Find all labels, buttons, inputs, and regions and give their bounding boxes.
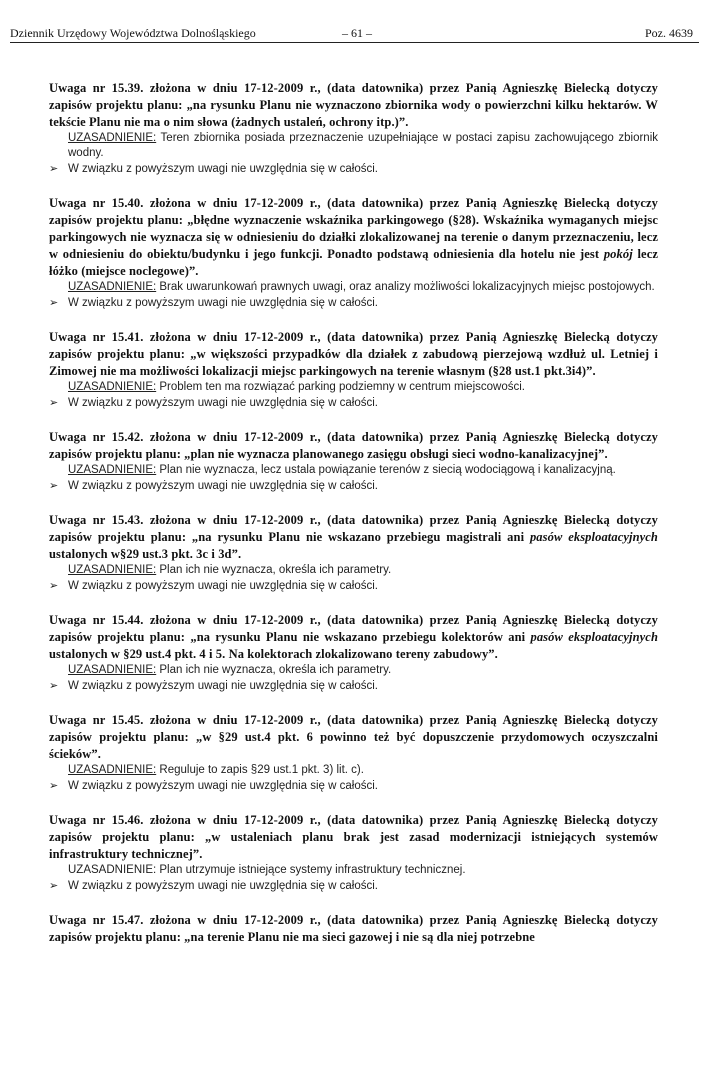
remark-heading-italic: pokój (603, 247, 633, 261)
arrow-bullet-icon: ➢ (49, 680, 59, 692)
arrow-bullet-icon: ➢ (49, 780, 59, 792)
conclusion (49, 579, 658, 594)
remark-heading: Uwaga nr 15.39. złożona w dniu 17-12-2009 r., (data datownika) przez Panią Agnieszkę Bielecką dotyczy zapisów projektu planu: „na rysunku Planu nie wyznaczono zbiornika wody o powierzchni kilku hektarów. W tekście Planu nie ma o nim słowa (żadnych ustaleń, ochrony itp.)”. (49, 81, 658, 129)
remark-heading-italic: pasów eksploatacyjnych (529, 530, 658, 544)
remark-entry (49, 612, 658, 694)
arrow-bullet-icon: ➢ (49, 880, 59, 892)
remark-heading: Uwaga nr 15.46. złożona w dniu 17-12-2009 r., (data datownika) przez Panią Agnieszkę Bielecką dotyczy zapisów projektu planu: „w ustaleniach planu brak jest zasad modernizacji istniejących systemów infrastruktury technicznej”. (49, 813, 658, 861)
remark-heading-part: ustalonych w§29 ust.3 pkt. 3c i 3d”. (49, 547, 242, 561)
conclusion-text: W związku z powyższym uwagi nie uwzględnia się w całości. (68, 680, 378, 692)
remark-heading-part: Uwaga nr 15.40. złożona w dniu 17-12-2009 r., (data datownika) przez Panią Agnieszkę Bielecką dotyczy zapisów projektu planu: „błędne wyznaczenie wskaźnika parkingowego (§28). Wskaźnika wymaganych miejsc parkingowych nie wyznacza się w odniesieniu do działki zlokalizowanej na terenie o danym przeznaczeniu, lecz w odniesieniu do obiektu/budynku i jego funkcji. Ponadto podstawą odniesienia dla hotelu nie jest (49, 196, 658, 261)
justification-label: UZASADNIENIE: (68, 564, 157, 576)
remark-entry (49, 712, 658, 794)
justification (68, 131, 658, 161)
remark-heading: Uwaga nr 15.42. złożona w dniu 17-12-2009 r., (data datownika) przez Panią Agnieszkę Bielecką dotyczy zapisów projektu planu: „plan nie wyznacza planowanego zasięgu obsługi sieci wodno-kanalizacyjnej”. (49, 430, 658, 461)
remark-heading-italic: pasów eksploatacyjnych (530, 630, 658, 644)
justification-label: UZASADNIENIE: (68, 132, 157, 144)
arrow-bullet-icon: ➢ (49, 163, 59, 175)
remark-heading-part: Uwaga nr 15.43. złożona w dniu 17-12-2009 r., (data datownika) przez Panią Agnieszkę Bielecką dotyczy zapisów projektu planu: „na rysunku Planu nie wskazano przebiegu magistrali ani (49, 513, 658, 544)
justification-label: UZASADNIENIE: (68, 464, 157, 476)
arrow-bullet-icon: ➢ (49, 297, 59, 309)
justification (68, 380, 658, 395)
arrow-bullet-icon: ➢ (49, 397, 59, 409)
justification-label: UZASADNIENIE: (68, 864, 157, 876)
conclusion-text: W związku z powyższym uwagi nie uwzględnia się w całości. (68, 480, 378, 492)
conclusion (49, 396, 658, 411)
remark-heading (49, 195, 658, 280)
remark-heading: Uwaga nr 15.45. złożona w dniu 17-12-2009 r., (data datownika) przez Panią Agnieszkę Bielecką dotyczy zapisów projektu planu: „w §29 ust.4 pkt. 6 powinno też być dopuszczenie przydomowych oczyszczalni ścieków”. (49, 713, 658, 761)
conclusion-text: W związku z powyższym uwagi nie uwzględnia się w całości. (68, 397, 378, 409)
justification-label: UZASADNIENIE: (68, 764, 157, 776)
conclusion-text: W związku z powyższym uwagi nie uwzględnia się w całości. (68, 297, 378, 309)
arrow-bullet-icon: ➢ (49, 480, 59, 492)
justification-label: UZASADNIENIE: (68, 281, 157, 293)
remark-heading: Uwaga nr 15.47. złożona w dniu 17-12-2009 r., (data datownika) przez Panią Agnieszkę Bielecką dotyczy zapisów projektu planu: „na terenie Planu nie ma sieci gazowej i nie są dla niej potrzebne (49, 913, 658, 944)
page-number: – 61 – (342, 26, 372, 40)
journal-title: Dziennik Urzędowy Województwa Dolnośląskiego (10, 26, 256, 40)
remark-heading: Uwaga nr 15.41. złożona w dniu 17-12-2009 r., (data datownika) przez Panią Agnieszkę Bielecką dotyczy zapisów projektu planu: „w większości przypadków dla działek z zabudową pierzejową wzdłuż ul. Letniej i Zimowej nie ma możliwości lokalizacji miejsc parkingowych na terenie własnym (§28 ust.1 pkt.3i4)”. (49, 330, 658, 378)
justification-text: Plan ich nie wyznacza, określa ich parametry. (159, 564, 392, 576)
justification-text: Brak uwarunkowań prawnych uwagi, oraz analizy możliwości lokalizacyjnych miejsc postojowych. (159, 281, 655, 293)
justification-text: Teren zbiornika posiada przeznaczenie uzupełniające w postaci zapisu zachowującego zbiornik wodny. (68, 132, 658, 159)
header-rule (10, 42, 699, 43)
remark-heading (49, 612, 658, 663)
conclusion (49, 679, 658, 694)
remark-heading-part: Uwaga nr 15.44. złożona w dniu 17-12-2009 r., (data datownika) przez Panią Agnieszkę Bielecką dotyczy zapisów projektu planu: „na rysunku Planu nie wskazano przebiegu kolektorów ani (49, 613, 658, 644)
justification (68, 280, 658, 295)
remark-heading (49, 512, 658, 563)
justification-text: Problem ten ma rozwiązać parking podziemny w centrum miejscowości. (159, 381, 525, 393)
remark-entry (49, 195, 658, 311)
justification-label: UZASADNIENIE: (68, 381, 157, 393)
conclusion (49, 879, 658, 894)
remark-entry (49, 80, 658, 177)
justification-text: Plan ich nie wyznacza, określa ich parametry. (159, 664, 392, 676)
remark-heading-part: lecz łóżko (miejsce noclegowe)”. (49, 247, 658, 278)
conclusion-text: W związku z powyższym uwagi nie uwzględnia się w całości. (68, 163, 378, 175)
conclusion (49, 479, 658, 494)
arrow-bullet-icon: ➢ (49, 580, 59, 592)
conclusion (49, 779, 658, 794)
conclusion (49, 296, 658, 311)
conclusion (49, 162, 658, 177)
justification-label: UZASADNIENIE: (68, 664, 157, 676)
justification (68, 663, 658, 678)
remark-heading-part: ustalonych w §29 ust.4 pkt. 4 i 5. Na kolektorach zlokalizowano tereny zabudowy”. (49, 647, 498, 661)
conclusion-text: W związku z powyższym uwagi nie uwzględnia się w całości. (68, 780, 378, 792)
conclusion-text: W związku z powyższym uwagi nie uwzględnia się w całości. (68, 880, 378, 892)
remark-entry (49, 429, 658, 494)
position-number: Poz. 4639 (645, 26, 693, 40)
remark-entry (49, 329, 658, 411)
page-header (10, 26, 697, 42)
justification-text: Reguluje to zapis §29 ust.1 pkt. 3) lit. c). (159, 764, 364, 776)
justification (68, 463, 658, 478)
justification-text: Plan nie wyznacza, lecz ustala powiązanie terenów z siecią wodociągową i kanalizacyjną. (159, 464, 616, 476)
justification (68, 863, 658, 878)
document-body (49, 80, 658, 964)
justification-text: Plan utrzymuje istniejące systemy infrastruktury technicznej. (159, 864, 466, 876)
justification (68, 763, 658, 778)
remark-entry (49, 912, 658, 946)
remark-entry (49, 512, 658, 594)
justification (68, 563, 658, 578)
remark-entry (49, 812, 658, 894)
conclusion-text: W związku z powyższym uwagi nie uwzględnia się w całości. (68, 580, 378, 592)
